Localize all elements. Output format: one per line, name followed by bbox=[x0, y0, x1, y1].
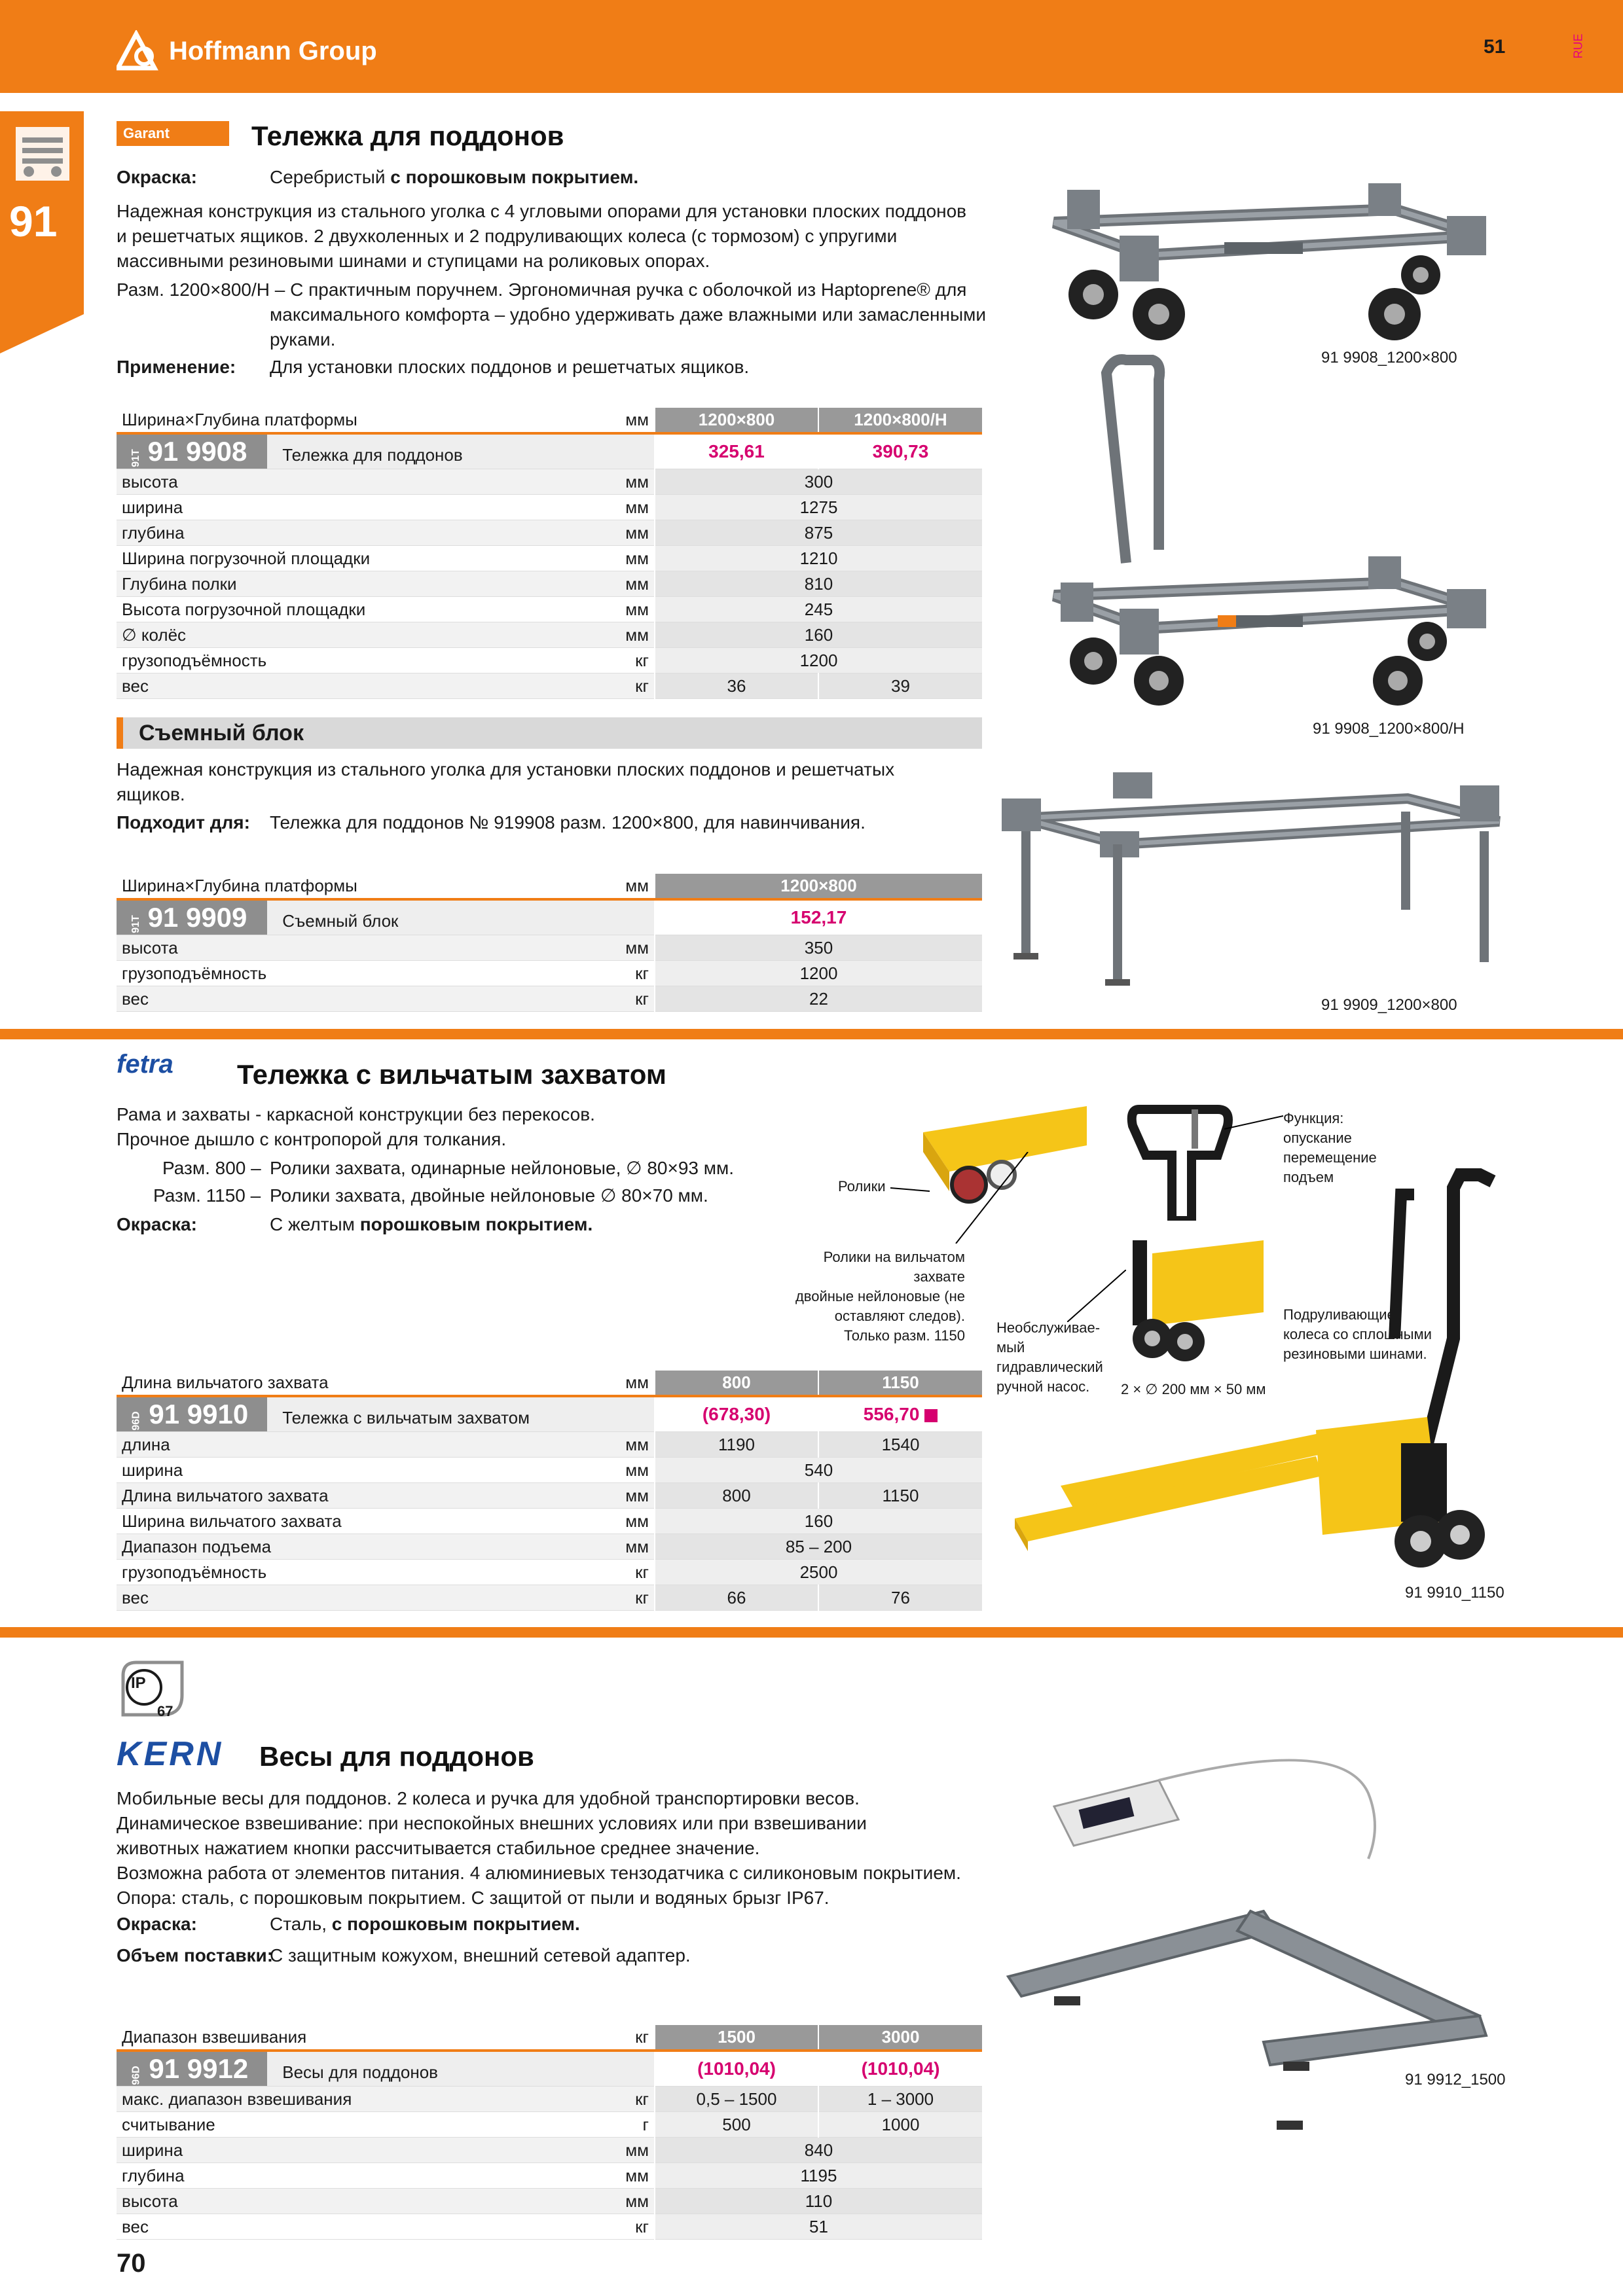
pallet-truck-image bbox=[1008, 1155, 1499, 1574]
table-cell bbox=[117, 899, 655, 935]
row-label: Ширина погрузочной площадки bbox=[117, 546, 576, 571]
table-cell: кг bbox=[576, 1585, 655, 1611]
paint-value: Серебристый bbox=[270, 167, 391, 187]
table-cell: кг bbox=[576, 2214, 655, 2240]
callout-pump: Необслуживае- мый гидравлический ручной насос. bbox=[996, 1319, 1103, 1395]
row-label: длина bbox=[117, 1432, 576, 1458]
description-line: массивными резиновыми шинами и ступицами на роликовых опорах. bbox=[117, 251, 710, 271]
page-number-top: 51 bbox=[1484, 36, 1506, 58]
table-cell: мм bbox=[576, 495, 655, 520]
table-header-variant: 1500 bbox=[655, 2025, 818, 2051]
callout-wheels: Подруливающие колеса со сплошными резиновыми шинами. bbox=[1283, 1306, 1432, 1362]
table-header-variant: 1200×800 bbox=[655, 408, 818, 433]
row-label: Ширина вильчатого захвата bbox=[117, 1509, 576, 1534]
table-header-unit: кг bbox=[576, 2025, 655, 2051]
row-value: 1195 bbox=[655, 2163, 982, 2189]
kern-brand-logo: KERN bbox=[117, 1735, 224, 1773]
removable-block-image bbox=[1002, 772, 1519, 988]
row-label: вес bbox=[117, 1585, 576, 1611]
image-caption: 91 9910_1150 bbox=[1405, 1584, 1504, 1602]
image-caption: 91 9908_1200×800/H bbox=[1313, 720, 1465, 738]
row-label: ширина bbox=[117, 495, 576, 520]
size-value: Ролики захвата, двойные нейлоновые ∅ 80×70 мм. bbox=[270, 1185, 708, 1206]
row-value: 110 bbox=[655, 2189, 982, 2214]
price-with-marker[interactable]: 556,70 bbox=[818, 1396, 982, 1432]
table-cell: кг bbox=[576, 648, 655, 673]
table-cell: мм bbox=[576, 2163, 655, 2189]
row-label: высота bbox=[117, 935, 576, 961]
price[interactable]: (1010,04) bbox=[818, 2051, 982, 2087]
callout-wheel-size: 2 × ∅ 200 мм × 50 мм bbox=[1121, 1381, 1266, 1397]
row-label: ширина bbox=[117, 2138, 576, 2163]
table-header-label: Ширина×Глубина платформы bbox=[117, 408, 576, 433]
description-line: Возможна работа от элементов питания. 4 алюминиевых тензодатчика с силиконовым покрытием. bbox=[117, 1863, 961, 1883]
row-label: грузоподъёмность bbox=[117, 961, 576, 986]
section-title-removable-block: Съемный блок bbox=[117, 717, 982, 749]
pallet-trolley-handle-image bbox=[1028, 353, 1499, 707]
paint-value: С желтым bbox=[270, 1214, 360, 1234]
paint-value-bold: порошковым покрытием. bbox=[359, 1214, 593, 1234]
garant-brand-logo: Garant bbox=[117, 121, 229, 146]
row-value: 1190 bbox=[655, 1432, 818, 1458]
row-label: макс. диапазон взвешивания bbox=[117, 2087, 576, 2112]
hoffmann-brand: Hoffmann Group bbox=[169, 37, 377, 65]
hoffmann-logo[interactable] bbox=[117, 30, 392, 71]
row-value: 1 – 3000 bbox=[818, 2087, 982, 2112]
table-header-variant: 3000 bbox=[818, 2025, 982, 2051]
table-cell: мм bbox=[576, 2138, 655, 2163]
table-cell: мм bbox=[576, 546, 655, 571]
table-header-label: Ширина×Глубина платформы bbox=[117, 874, 576, 899]
row-value: 875 bbox=[655, 520, 982, 546]
article-number[interactable]: 91T 91 9909 bbox=[117, 901, 267, 935]
table-cell bbox=[117, 1396, 655, 1432]
price[interactable]: 325,61 bbox=[655, 433, 818, 469]
language-code: RUE bbox=[1571, 33, 1585, 59]
chapter-tab-tail bbox=[0, 314, 84, 353]
spec-table-919912 bbox=[117, 2025, 982, 2240]
table-cell: мм bbox=[576, 935, 655, 961]
usage-label: Применение: bbox=[117, 357, 236, 377]
row-value: 76 bbox=[818, 1585, 982, 1611]
article-name: Тележка с вильчатым захватом bbox=[282, 1408, 530, 1427]
row-label: глубина bbox=[117, 520, 576, 546]
paint-label: Окраска: bbox=[117, 167, 197, 187]
article-number[interactable]: 91T 91 9908 bbox=[117, 435, 267, 469]
table-cell: кг bbox=[576, 1560, 655, 1585]
article-name: Весы для поддонов bbox=[282, 2062, 438, 2082]
row-value: 810 bbox=[655, 571, 982, 597]
row-label: высота bbox=[117, 469, 576, 495]
table-cell: г bbox=[576, 2112, 655, 2138]
row-value: 1150 bbox=[818, 1483, 982, 1509]
table-cell: кг bbox=[576, 2087, 655, 2112]
row-value: 160 bbox=[655, 622, 982, 648]
row-label: Диапазон подъема bbox=[117, 1534, 576, 1560]
row-value: 1275 bbox=[655, 495, 982, 520]
chapter-number: 91 bbox=[9, 197, 58, 245]
table-header-label: Длина вильчатого захвата bbox=[117, 1371, 576, 1396]
page-number-bottom: 70 bbox=[117, 2249, 146, 2278]
table-header-unit: мм bbox=[576, 408, 655, 433]
ip-badge-number: 67 bbox=[157, 1703, 173, 1719]
table-cell bbox=[117, 433, 655, 469]
usage-value: Для установки плоских поддонов и решетчатых ящиков. bbox=[270, 357, 750, 377]
section-title-pallet-trolley: Тележка для поддонов bbox=[251, 120, 564, 151]
image-caption: 91 9908_1200×800 bbox=[1321, 349, 1457, 367]
description-line: руками. bbox=[270, 329, 336, 350]
row-value: 160 bbox=[655, 1509, 982, 1534]
table-cell: кг bbox=[576, 986, 655, 1012]
size-value: Ролики захвата, одинарные нейлоновые, ∅ 80×93 мм. bbox=[270, 1158, 735, 1178]
spec-table-919910 bbox=[117, 1371, 982, 1611]
article-name: Съемный блок bbox=[282, 911, 399, 931]
table-header-variant: 800 bbox=[655, 1371, 818, 1396]
row-label: грузоподъёмность bbox=[117, 1560, 576, 1585]
row-label: глубина bbox=[117, 2163, 576, 2189]
table-cell: мм bbox=[576, 1458, 655, 1483]
new-marker-square-icon bbox=[924, 1409, 938, 1422]
row-value: 500 bbox=[655, 2112, 818, 2138]
description-line: животных нажатием кнопки рассчитывается стабильное среднее значение. bbox=[117, 1838, 760, 1858]
row-value: 300 bbox=[655, 469, 982, 495]
row-value: 1200 bbox=[655, 648, 982, 673]
size-label: Разм. 1150 – bbox=[153, 1185, 261, 1206]
row-label: вес bbox=[117, 986, 576, 1012]
row-value: 36 bbox=[655, 673, 818, 699]
table-cell: кг bbox=[576, 673, 655, 699]
row-label: ширина bbox=[117, 1458, 576, 1483]
table-cell: кг bbox=[576, 961, 655, 986]
row-value: 66 bbox=[655, 1585, 818, 1611]
fetra-brand-logo: fetra bbox=[117, 1050, 173, 1079]
spec-table-919909 bbox=[117, 874, 982, 1012]
pallet-trolley-image bbox=[1028, 177, 1499, 347]
table-cell: мм bbox=[576, 2189, 655, 2214]
paint-value-bold: с порошковым покрытием. bbox=[390, 167, 639, 187]
section-title-pallet-truck: Тележка с вильчатым захватом bbox=[237, 1059, 666, 1090]
row-value: 51 bbox=[655, 2214, 982, 2240]
hoffmann-logo-icon bbox=[117, 30, 162, 71]
row-label: грузоподъёмность bbox=[117, 648, 576, 673]
delivery-value: С защитным кожухом, внешний сетевой адаптер. bbox=[270, 1945, 691, 1965]
table-header-variant: 1200×800 bbox=[655, 874, 982, 899]
description-line: Опора: сталь, с порошковым покрытием. С защитой от пыли и водяных брызг IP67. bbox=[117, 1888, 830, 1908]
section-title-pallet-scale: Весы для поддонов bbox=[259, 1741, 534, 1772]
table-cell: мм bbox=[576, 622, 655, 648]
description-line: максимального комфорта – удобно удерживать даже влажными или замасленными bbox=[270, 304, 986, 325]
delivery-label: Объем поставки: bbox=[117, 1945, 274, 1965]
row-value: 0,5 – 1500 bbox=[655, 2087, 818, 2112]
description-line: Надежная конструкция из стального уголка с 4 угловыми опорами для установки плоских поддонов bbox=[117, 201, 967, 221]
paint-value-bold: с порошковым покрытием. bbox=[331, 1914, 580, 1934]
article-number[interactable]: 96D 91 9912 bbox=[117, 2052, 267, 2086]
row-label: вес bbox=[117, 2214, 576, 2240]
row-label: Глубина полки bbox=[117, 571, 576, 597]
description-line: Динамическое взвешивание: при неспокойных внешних условиях или при взвешивании bbox=[117, 1813, 867, 1833]
table-cell: мм bbox=[576, 1509, 655, 1534]
row-value: 540 bbox=[655, 1458, 982, 1483]
description-line: и решетчатых ящиков. 2 двухколенных и 2 подруливающих колеса (с тормозом) с упругими bbox=[117, 226, 898, 246]
row-value: 840 bbox=[655, 2138, 982, 2163]
spec-table-919908 bbox=[117, 408, 982, 699]
size-label: Разм. 800 – bbox=[162, 1158, 261, 1178]
table-cell: мм bbox=[576, 1534, 655, 1560]
row-value: 1210 bbox=[655, 546, 982, 571]
row-label: Высота погрузочной площадки bbox=[117, 597, 576, 622]
description-line: Рама и захваты - каркасной конструкции без перекосов. bbox=[117, 1104, 595, 1124]
table-header-variant: 1200×800/H bbox=[818, 408, 982, 433]
price[interactable]: 390,73 bbox=[818, 433, 982, 469]
trolley-chapter-icon bbox=[13, 124, 72, 183]
table-header-variant: 1150 bbox=[818, 1371, 982, 1396]
row-label: Длина вильчатого захвата bbox=[117, 1483, 576, 1509]
row-value: 22 bbox=[655, 986, 982, 1012]
row-label: считывание bbox=[117, 2112, 576, 2138]
ip-badge-text: IP bbox=[131, 1674, 146, 1692]
row-label: высота bbox=[117, 2189, 576, 2214]
callout-rollers: Ролики bbox=[838, 1178, 886, 1194]
paint-value: Сталь, bbox=[270, 1914, 332, 1934]
row-value: 350 bbox=[655, 935, 982, 961]
paint-label: Окраска: bbox=[117, 1214, 197, 1234]
fits-value: Тележка для поддонов № 919908 разм. 1200×800, для навинчивания. bbox=[270, 812, 866, 833]
row-value: 2500 bbox=[655, 1560, 982, 1585]
table-cell: мм bbox=[576, 597, 655, 622]
description-line: ящиков. bbox=[117, 784, 185, 804]
table-header-label: Диапазон взвешивания bbox=[117, 2025, 576, 2051]
price[interactable]: (1010,04) bbox=[655, 2051, 818, 2087]
table-cell bbox=[117, 2051, 655, 2087]
article-number[interactable]: 96D 91 9910 bbox=[117, 1397, 267, 1431]
callout-fork-rollers: Ролики на вильчатом захвате двойные нейлоновые (не оставляют следов). Только разм. 1150 bbox=[795, 1249, 965, 1344]
description-line: Разм. 1200×800/H – С практичным поручнем. Эргономичная ручка с оболочкой из Haptoprene® для bbox=[117, 279, 967, 300]
description-line: Прочное дышло с контропорой для толкания. bbox=[117, 1129, 507, 1149]
paint-label: Окраска: bbox=[117, 1914, 197, 1934]
description-line: Надежная конструкция из стального уголка для установки плоских поддонов и решетчатых bbox=[117, 759, 895, 780]
article-name: Тележка для поддонов bbox=[282, 445, 463, 465]
row-value: 1200 bbox=[655, 961, 982, 986]
section-divider bbox=[0, 1029, 1623, 1039]
section-divider bbox=[0, 1627, 1623, 1638]
row-value: 800 bbox=[655, 1483, 818, 1509]
row-value: 39 bbox=[818, 673, 982, 699]
table-cell: мм bbox=[576, 1483, 655, 1509]
price[interactable]: (678,30) bbox=[655, 1396, 818, 1432]
image-caption: 91 9909_1200×800 bbox=[1321, 996, 1457, 1014]
row-value: 1000 bbox=[818, 2112, 982, 2138]
table-cell: мм bbox=[576, 520, 655, 546]
fits-label: Подходит для: bbox=[117, 812, 250, 833]
price[interactable]: 152,17 bbox=[655, 899, 982, 935]
description-line: Мобильные весы для поддонов. 2 колеса и ручка для удобной транспортировки весов. bbox=[117, 1788, 860, 1808]
row-label: вес bbox=[117, 673, 576, 699]
row-label: ∅ колёс bbox=[117, 622, 576, 648]
table-cell: мм bbox=[576, 1432, 655, 1458]
table-header-unit: мм bbox=[576, 1371, 655, 1396]
row-value: 85 – 200 bbox=[655, 1534, 982, 1560]
row-value: 245 bbox=[655, 597, 982, 622]
ip67-badge-icon bbox=[117, 1656, 189, 1728]
table-header-unit: мм bbox=[576, 874, 655, 899]
callout-function: Функция: опускание перемещение подъем bbox=[1283, 1110, 1377, 1185]
row-value: 1540 bbox=[818, 1432, 982, 1458]
table-cell: мм bbox=[576, 571, 655, 597]
image-caption: 91 9912_1500 bbox=[1405, 2071, 1506, 2089]
callout-pointer bbox=[1224, 1113, 1283, 1132]
table-cell: мм bbox=[576, 469, 655, 495]
